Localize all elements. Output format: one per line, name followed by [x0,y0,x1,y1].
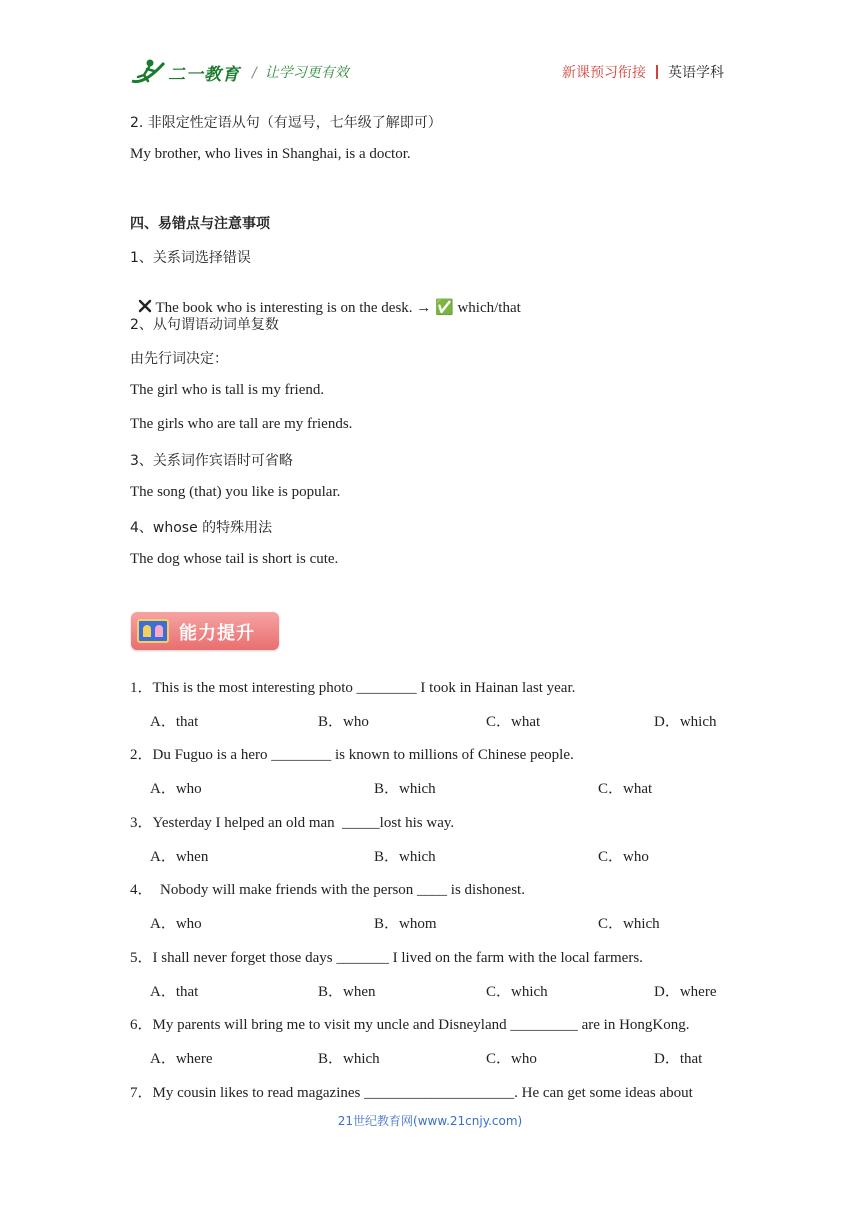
point-heading: 2、从句谓语动词单复数 [130,317,279,333]
answer-option: C．what [598,781,653,797]
page-footer: 21世纪教育网(www.21cnjy.com) [337,1114,523,1128]
header-subject-label: 英语学科 [668,65,724,81]
point-heading: 4、whose 的特殊用法 [130,520,273,536]
header-subject [562,62,724,82]
answer-option: A．that [150,984,199,1000]
question-stem: 4． Nobody will make friends with the person ____ is dishonest. [130,882,525,898]
wrong-example-text: The book who is interesting is on the desk. → ✅ which/that [155,300,521,316]
answer-option: C．which [598,916,660,932]
answer-option: A．when [150,849,209,865]
slogan-text: 让学习更有效 [264,65,349,81]
answer-option: A．who [150,916,202,932]
question-stem: 2．Du Fuguo is a hero ________ is known to millions of Chinese people. [130,747,574,763]
point-heading: 1、关系词选择错误 [130,250,251,266]
header-course: 新课预习衔接 [562,65,646,81]
answer-option: B．which [318,1051,380,1067]
question-stem: 1．This is the most interesting photo ________ I took in Hainan last year. [130,680,576,696]
answer-option: D．which [654,714,717,730]
answer-option: A．where [150,1051,213,1067]
logo-text: 二一教育 [168,64,240,85]
question-stem: 7．My cousin likes to read magazines ____________________. He can get some ideas about [130,1085,693,1101]
answer-option: B．which [374,849,436,865]
example-sentence: My brother, who lives in Shanghai, is a doctor. [130,146,411,162]
cross-mark-icon [138,299,152,313]
answer-option: D．that [654,1051,703,1067]
answer-option: C．which [486,984,548,1000]
logo [130,56,240,88]
answer-option: C．who [486,1051,537,1067]
answer-option: B．who [318,714,369,730]
example-sentence: The dog whose tail is short is cute. [130,551,339,567]
answer-option: B．which [374,781,436,797]
answer-option: C．who [598,849,649,865]
ability-banner [131,612,279,650]
nonrestrictive-heading: 2. 非限定性定语从句（有逗号，七年级了解即可） [130,115,442,131]
answer-option: D．where [654,984,717,1000]
slogan [252,62,349,82]
example-sentence [130,281,521,317]
question-stem: 5．I shall never forget those days _______ I lived on the farm with the local farmers. [130,950,643,966]
section-heading: 四、易错点与注意事项 [130,216,270,232]
question-stem: 6．My parents will bring me to visit my uncle and Disneyland _________ are in HongKong. [130,1017,690,1033]
question-stem: 3．Yesterday I helped an old man _____lost his way. [130,815,455,831]
answer-option: B．when [318,984,376,1000]
header-divider [656,65,658,79]
running-figure-logo-icon [130,57,166,87]
ability-icon [137,619,169,643]
banner-label: 能力提升 [179,623,255,644]
example-sentence: The girl who is tall is my friend. [130,382,325,398]
example-sentence: The girls who are tall are my friends. [130,416,353,432]
page-header [130,56,726,90]
example-sentence: The song (that) you like is popular. [130,484,341,500]
answer-option: C．what [486,714,541,730]
answer-option: A．who [150,781,202,797]
answer-option: A．that [150,714,199,730]
point-heading: 3、关系词作宾语时可省略 [130,453,293,469]
answer-option: B．whom [374,916,437,932]
slogan-slash: / [252,65,257,81]
point-note: 由先行词决定： [130,351,228,367]
